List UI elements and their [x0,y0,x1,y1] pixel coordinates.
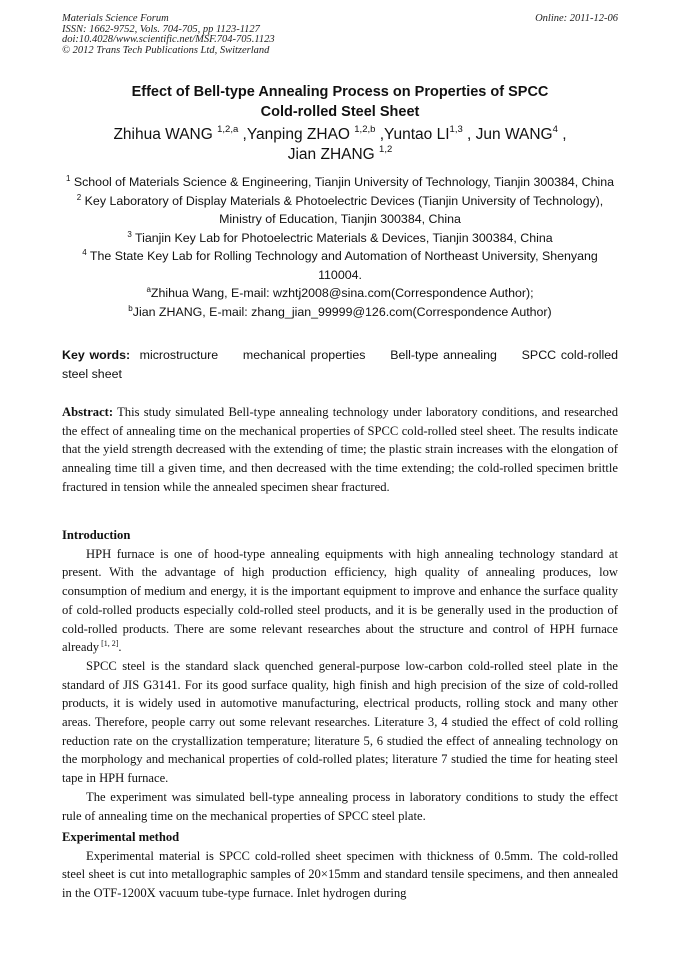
affiliation-3 [62,229,618,248]
introduction-paragraph-1 [62,545,618,657]
introduction-heading: Introduction [62,528,131,542]
introduction-paragraph-2: SPCC steel is the standard slack quenched general-purpose low-carbon cold-rolled steel plate in the standard of JIS G3141. For its good surface quality, high finish and high precision of the size of cold-rolled products, it is widely used in automotive manufacturing, electrical products, rolling stock and many other areas. Therefore, people carry out some relevant researches. Literature 3, 4 studied the effect of cold rolling reduction rate on the crystallization temperature; literature 5, 6 studied the effect of annealing technology on the morphology and mechanical properties of cold-rolled plates; literature 7 studied the time for heating steel tape in HPH furnace. [62,658,618,786]
author-name: ,Yanping ZHAO [238,126,355,143]
author-affiliation-sup: 1,2 [379,144,393,155]
affiliation-1 [62,173,618,192]
abstract-text: This study simulated Bell-type annealing technology under laboratory conditions, and researched the effect of annealing time on the mechanical properties of SPCC cold-rolled steel sheet. The results indicate that the yield strength decreased with the extending of time; the plastic strain increases with the elongation of annealing time till a given time, and then decreased with the time extending; the cold-rolled specimen brittle fractured in tension while the annealed specimen shear fractured. [62,405,618,494]
introduction-paragraph-3: The experiment was simulated bell-type annealing process in laboratory conditions to study the effect rule of annealing time on the mechanical properties of SPCC steel plate. [62,789,618,823]
issn-line: ISSN: 1662-9752, Vols. 704-705, pp 1123-1127 [62,23,260,35]
author-affiliation-sup: 4 [552,124,558,135]
experimental-section [62,828,618,903]
keyword-item: SPCC cold-rolled steel sheet [62,348,619,381]
experimental-paragraph-1: Experimental material is SPCC cold-rolled sheet specimen with thickness of 0.5mm. The cold-rolled steel sheet is cut into metallographic samples of 20×15mm and standard tensile specimens, and then annealed in the OTF-1200X vacuum tube-type furnace. Inlet hydrogen during [62,848,618,901]
author-affiliation-sup: 1,2,b [354,124,376,135]
introduction-section [62,526,618,825]
affiliation-sup: 4 [82,248,87,257]
affiliations [62,173,618,321]
running-header [62,14,618,56]
author-name: Zhihua WANG [113,126,218,143]
affiliation-sup: 1 [65,174,71,183]
experimental-heading: Experimental method [62,830,180,844]
abstract [62,403,618,497]
affiliation-text: School of Materials Science & Engineering, Tianjin University of Technology, Tianjin 300384, China [70,175,615,189]
author-name: Jian ZHANG [287,146,380,163]
email-b [62,303,618,322]
abstract-label: Abstract: [62,405,114,419]
affiliation-text: Key Laboratory of Display Materials & Photoelectric Devices (Tianjin University of Technology), Ministry of Education, Tianjin 300384, China [81,193,604,226]
author-separator: , [557,126,567,143]
affiliation-text: The State Key Lab for Rolling Technology and Automation of Northeast University, Shenyang 110004. [86,249,598,282]
keyword-item: Bell-type annealing [390,348,497,362]
paper-title [62,82,618,122]
affiliation-2 [62,192,618,229]
title-line-1: Effect of Bell-type Annealing Process on Properties of SPCC [131,84,549,100]
author-list [62,125,618,165]
email-text: Jian ZHANG, E-mail: zhang_jian_99999@126.com(Correspondence Author) [132,304,552,319]
author-line-1 [62,125,618,145]
online-date: Online: 2011-12-06 [535,13,618,24]
doi-line: doi:10.4028/www.scientific.net/MSF.704-705.1123 [62,34,275,46]
copyright-line: © 2012 Trans Tech Publications Ltd, Switzerland [62,44,270,56]
author-affiliation-sup: 1,2,a [217,124,239,135]
keywords-label: Key words: [62,348,131,362]
affiliation-4 [62,247,618,284]
affiliation-sup: 2 [76,192,82,202]
keyword-item: microstructure [139,348,219,362]
affiliation-sup: 3 [127,229,132,239]
email-sup: b [128,303,133,313]
author-line-2 [62,145,618,165]
paragraph-text: HPH furnace is one of hood-type annealing equipments with high annealing technology standard at present. With the advantage of high production efficiency, high quality of annealing produces, low consumption of medium and energy, it is the important equipment to improve and enhance the surface quality of cold-rolled products especially cold-rolled steel products, and it is be generally used in the production of cold-rolled products. There are some relevant researches about the structure and control of HPH furnace already [62,546,618,655]
keywords [62,346,618,383]
author-name: , Jun WANG [462,126,553,143]
email-sup: a [146,285,151,294]
paragraph-end: . [118,640,122,655]
author-name: ,Yuntao LI [375,126,450,143]
citation: [1, 2] [99,639,119,649]
author-affiliation-sup: 1,3 [449,124,463,135]
keyword-item: mechanical properties [242,348,366,362]
email-text: Zhihua Wang, E-mail: wzhtj2008@sina.com(Correspondence Author); [150,286,534,300]
title-line-2: Cold-rolled Steel Sheet [260,104,420,120]
email-a [62,284,618,303]
affiliation-text: Tianjin Key Lab for Photoelectric Materials & Devices, Tianjin 300384, China [131,230,553,245]
journal-name: Materials Science Forum [62,13,169,24]
